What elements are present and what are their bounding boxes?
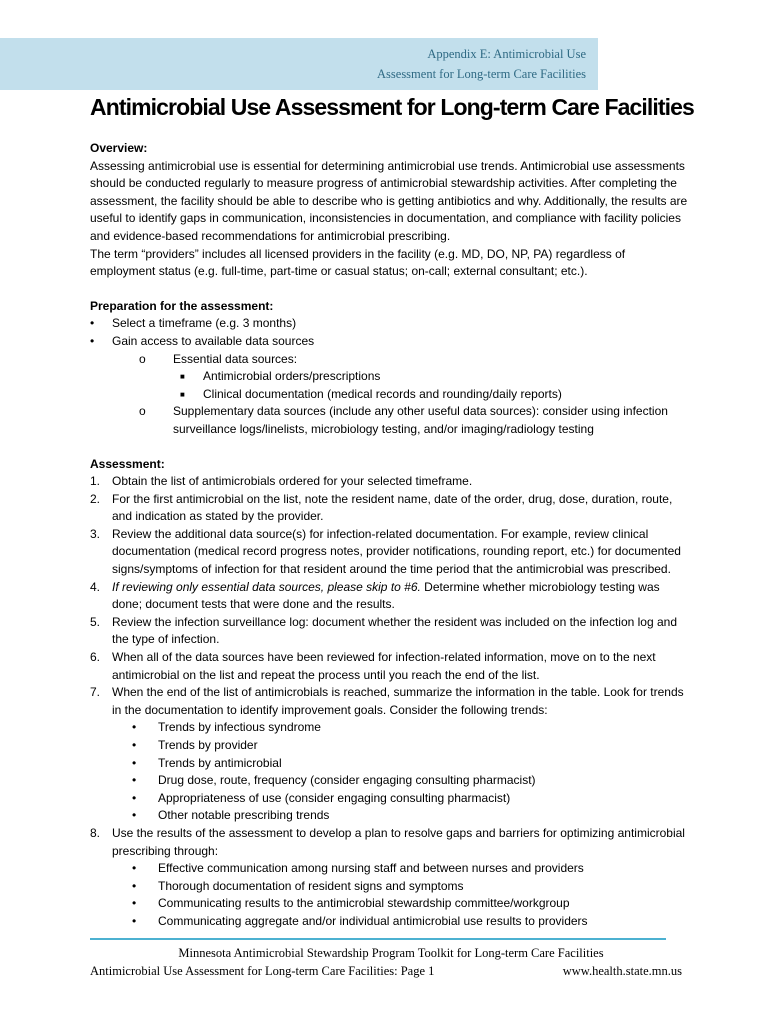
bullet-icon: • xyxy=(132,755,137,770)
list-item: • Gain access to available data sources xyxy=(90,333,690,351)
footer-page-label: Antimicrobial Use Assessment for Long-term Care Facilities: Page 1 xyxy=(90,964,435,978)
list-item: 3. Review the additional data source(s) for infection-related documentation. For example, review clinical documentation (medical record progress notes, provider notifications, rounding report, etc.) for documented signs/symptoms of infection for that resident around the time period that the antimicrobial was prescribed. xyxy=(90,526,681,577)
list-item: 1. Obtain the list of antimicrobials ordered for your selected timeframe. xyxy=(90,474,473,489)
list-item: o Supplementary data sources (include any other useful data sources): consider using infection surveillance logs/linelists, microbiology testing, and/or imaging/radiology testing xyxy=(139,404,668,436)
list-item: • Trends by infectious syndrome xyxy=(90,719,690,737)
list-item: • Thorough documentation of resident signs and symptoms xyxy=(90,878,690,896)
assessment-heading: Assessment: xyxy=(90,456,165,471)
list-item: 2. For the first antimicrobial on the list, note the resident name, date of the order, drug, dose, duration, route, and indication as stated by the provider. xyxy=(90,491,673,524)
list-item: • Effective communication among nursing staff and between nurses and providers xyxy=(90,860,690,878)
overview-paragraph-2: The term “providers” includes all licensed providers in the facility (e.g. MD, DO, NP, PA) regardless of employment status (e.g. full-time, part-time or casual status; on-call; external consultant; etc.). xyxy=(90,246,626,279)
square-bullet-icon: ■ xyxy=(180,372,185,382)
footer-website-link[interactable]: www.health.state.mn.us xyxy=(562,964,682,978)
circle-bullet-icon: o xyxy=(139,404,146,419)
bullet-icon: • xyxy=(132,773,137,788)
list-item: • Communicating aggregate and/or individual antimicrobial use results to providers xyxy=(90,913,690,931)
bullet-icon: • xyxy=(132,738,137,752)
bullet-icon: • xyxy=(132,896,137,911)
bullet-icon: • xyxy=(132,808,137,823)
footer-toolkit-title: Minnesota Antimicrobial Stewardship Program Toolkit for Long-term Care Facilities xyxy=(178,946,604,960)
list-item: • Trends by provider xyxy=(90,737,690,755)
list-item: • Other notable prescribing trends xyxy=(90,807,690,825)
bullet-icon: • xyxy=(132,878,137,893)
page-footer xyxy=(90,944,682,980)
header-appendix-label: Appendix E: Antimicrobial Use xyxy=(427,47,586,61)
header-subtitle: Assessment for Long-term Care Facilities xyxy=(377,67,586,81)
list-item: 6. When all of the data sources have been reviewed for infection-related information, move on to the next antimicrobial on the list and repeat the process until you reach the end of the list. xyxy=(90,650,656,682)
list-item: 8. Use the results of the assessment to develop a plan to resolve gaps and barriers for optimizing antimicrobial prescribing through: xyxy=(90,825,685,858)
square-bullet-icon: ■ xyxy=(180,389,185,399)
list-item: ■ Antimicrobial orders/prescriptions xyxy=(90,368,690,386)
overview-paragraph-1: Assessing antimicrobial use is essential for determining antimicrobial use trends. Antimicrobial use assessments should be conducted regularly to measure progress of antimicrobial stewardship activities. After completing the assessment, the facility should be able to describe who is getting antibiotics and why. Additionally, the results are useful to identify gaps in communication, inconsistencies in documentation, and compliance with facility policies and evidence-based recommendations for antimicrobial prescribing. xyxy=(90,158,688,243)
list-item: • Drug dose, route, frequency (consider engaging consulting pharmacist) xyxy=(90,772,690,790)
list-item: • Appropriateness of use (consider engaging consulting pharmacist) xyxy=(90,790,690,808)
list-item: ■ Clinical documentation (medical records and rounding/daily reports) xyxy=(90,386,690,404)
list-item: o Essential data sources: xyxy=(90,351,690,369)
list-item: • Communicating results to the antimicrobial stewardship committee/workgroup xyxy=(90,895,690,913)
overview-heading: Overview: xyxy=(90,141,148,155)
list-item: • Select a timeframe (e.g. 3 months) xyxy=(90,315,690,333)
document-body xyxy=(90,140,690,931)
bullet-icon: • xyxy=(132,720,137,735)
list-item: 7. When the end of the list of antimicrobials is reached, summarize the information in the table. Look for trends in the documentation to identify improvement goals. Consider the following trends: xyxy=(90,685,684,717)
header-band xyxy=(0,38,598,90)
list-item: • Trends by antimicrobial xyxy=(90,755,690,773)
footer-divider xyxy=(90,938,666,940)
bullet-icon: • xyxy=(90,316,95,331)
bullet-icon: • xyxy=(132,790,137,805)
list-item: 4. If reviewing only essential data sources, please skip to #6. Determine whether microbiology testing was done; document tests that were done and the results. xyxy=(90,579,660,612)
bullet-icon: • xyxy=(90,333,95,348)
bullet-icon: • xyxy=(132,861,137,876)
preparation-heading: Preparation for the assessment: xyxy=(90,298,274,313)
bullet-icon: • xyxy=(132,913,137,928)
list-item: 5. Review the infection surveillance log: document whether the resident was included on the infection log and the type of infection. xyxy=(90,614,678,647)
page-title: Antimicrobial Use Assessment for Long-term Care Facilities xyxy=(90,94,694,120)
circle-bullet-icon: o xyxy=(139,351,146,366)
